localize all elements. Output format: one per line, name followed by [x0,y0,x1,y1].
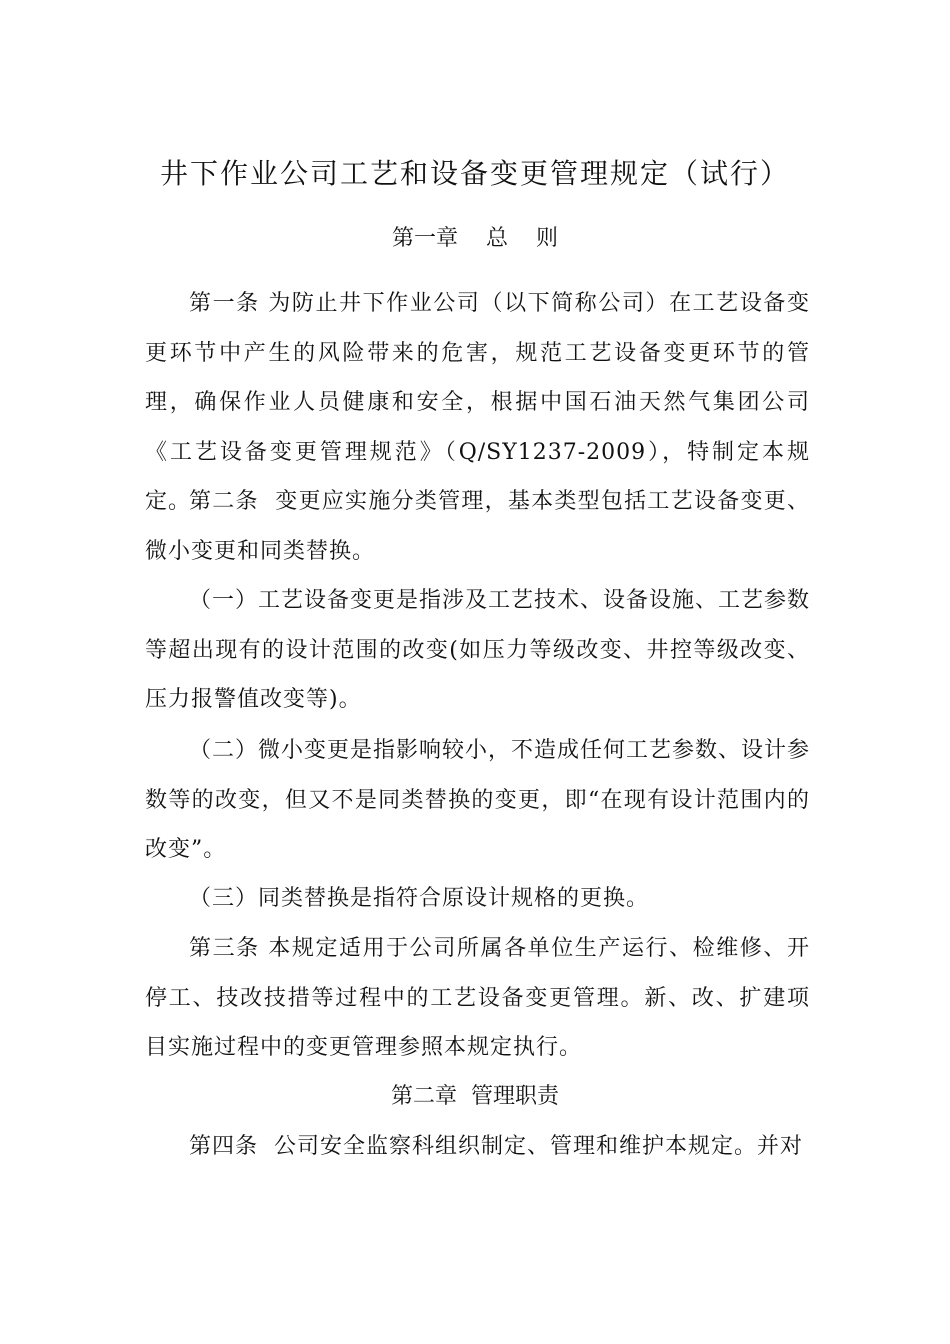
article-1: 第一条 为防止井下作业公司（以下简称公司）在工艺设备变更环节中产生的风险带来的危害，规范工艺设备变更环节的管理，确保作业人员健康和安全，根据中国石油天然气集团公司《工艺设备变更管理规范》（Q/SY1237-2009），特制定本规定。 [145,291,810,514]
document-title: 井下作业公司工艺和设备变更管理规定（试行） [159,157,790,190]
item-3: （三）同类替换是指符合原设计规格的更换。 [189,886,650,911]
chapter-2-heading: 第二章 管理职责 [391,1084,559,1109]
article-4: 第四条 公司安全监察科组织制定、管理和维护本规定。并对 [189,1134,803,1159]
article-3: 第三条 本规定适用于公司所属各单位生产运行、检维修、开停工、技改技措等过程中的工艺设备变更管理。新、改、扩建项目实施过程中的变更管理参照本规定执行。 [145,936,810,1060]
item-1: （一）工艺设备变更是指涉及工艺技术、设备设施、工艺参数等超出现有的设计范围的改变(如压力等级改变、井控等级改变、压力报警值改变等)。 [145,588,811,712]
chapter-1-heading: 第一章 总 则 [392,226,558,251]
item-2: （二）微小变更是指影响较小，不造成任何工艺参数、设计参数等的改变，但又不是同类替换的变更，即“在现有设计范围内的改变”。 [145,738,811,862]
article-2: 第二条 变更应实施分类管理，基本类型包括工艺设备变更、微小变更和同类替换。 [145,489,810,564]
